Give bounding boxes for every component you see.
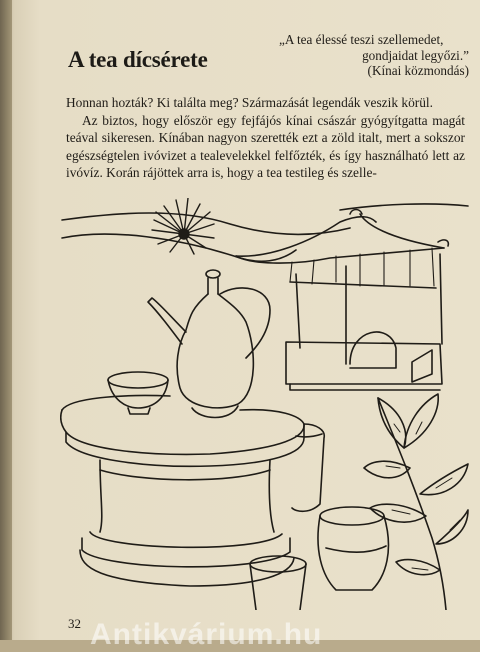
body-text — [66, 94, 465, 182]
paragraph-1: Honnan hozták? Ki találta meg? Származását legendák veszik körül. — [66, 95, 433, 110]
hill-line-front — [62, 234, 296, 261]
epigraph-line-2: gondjaidat legyőzi.” — [362, 47, 469, 63]
epigraph-source: (Kínai közmondás) — [367, 63, 469, 78]
page-title: A tea dícsérete — [68, 47, 208, 72]
hill-right — [340, 204, 468, 210]
tea-scene-illustration — [60, 198, 470, 610]
round-table — [61, 396, 304, 586]
epigraph — [279, 32, 469, 79]
watermark: Antikvárium.hu — [90, 618, 323, 651]
paragraph-2: Az biztos, hogy először egy fejfájós kínai császár gyógyítgatta magát teával sikeresen. Kínában nagyon szerették ezt a zöld italt, mert a sokszor egészségtelen ivóvizet a tealevelekkel felfőzték, és így használható lett az ivóvíz. Korán rájöttek arra is, hogy a tea testileg és szelle- — [66, 112, 465, 181]
sun-burst-icon — [152, 198, 214, 254]
tea-bowl — [108, 372, 168, 414]
cup-foreground — [250, 556, 306, 610]
epigraph-line-1: „A tea élessé teszi szellemedet, — [279, 32, 444, 47]
book-spine-shadow — [0, 0, 12, 640]
page-number: 32 — [68, 616, 81, 631]
jar — [318, 507, 388, 590]
tea-plant — [364, 394, 468, 610]
